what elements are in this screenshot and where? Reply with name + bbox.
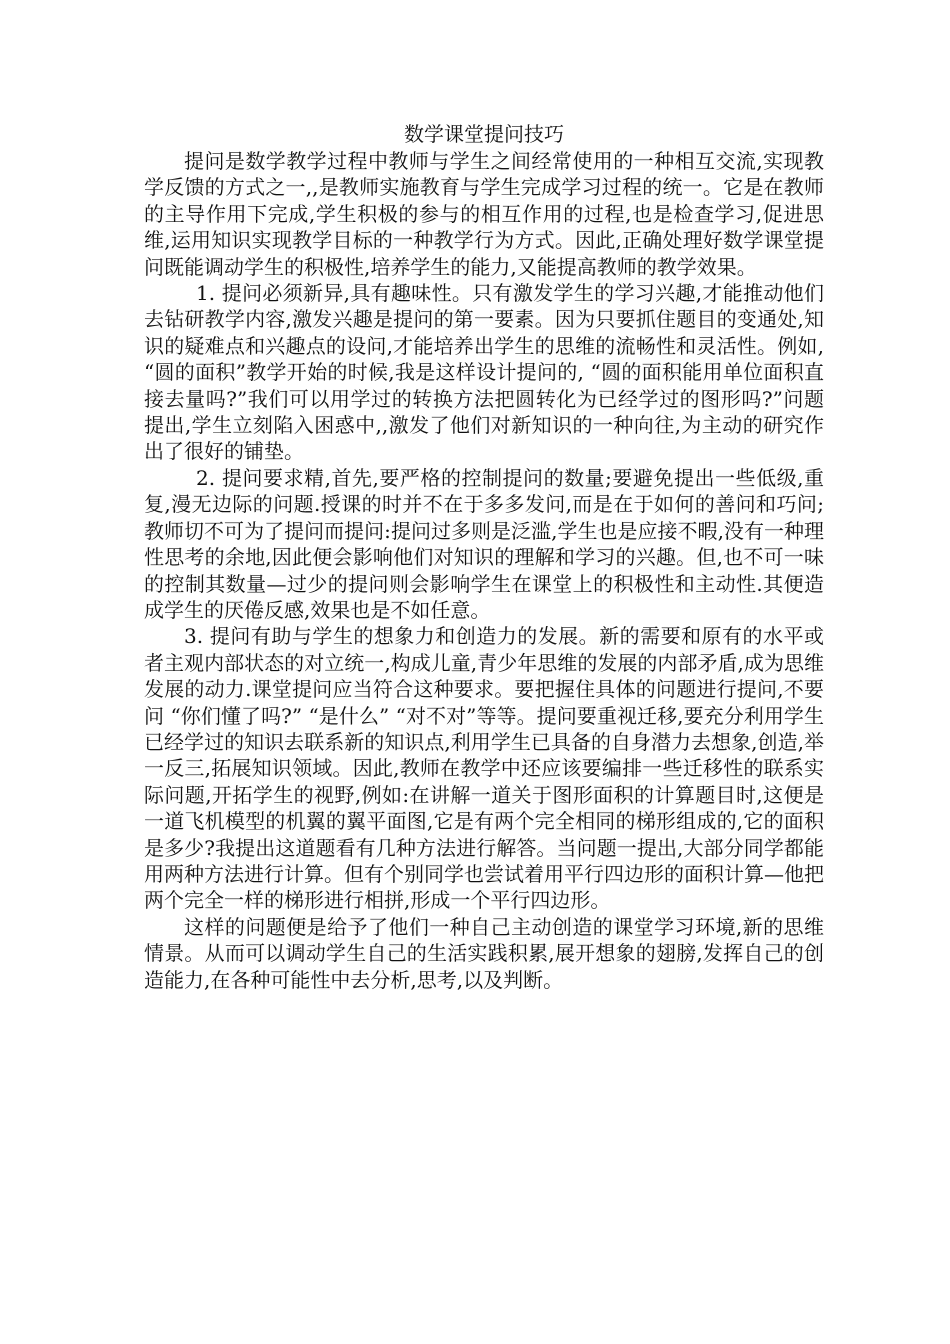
paragraph-conclusion: 这样的问题便是给予了他们一种自己主动创造的课堂学习环境,新的思维情景。从而可以调动学生自己的生活实践积累,展开想象的翅膀,发挥自己的创造能力,在各种可能性中去分析,思考,以及判断。	[144, 914, 824, 992]
paragraph-point-1: 1. 提问必须新异,具有趣味性。只有激发学生的学习兴趣,才能推动他们去钻研教学内容,激发兴趣是提问的第一要素。因为只要抓住题目的变通处,知识的疑难点和兴趣点的设问,才能培养出学生的思维的流畅性和灵活性。例如, “圆的面积”教学开始的时候,我是这样设计提问的, “圆的面积能用单位面积直接去量吗?”我们可以用学过的转换方法把圆转化为已经学过的图形吗?”问题提出,学生立刻陷入困惑中,,激发了他们对新知识的一种向往,为主动的研究作出了很好的铺垫。	[144, 281, 824, 464]
paragraph-point-3: 3. 提问有助与学生的想象力和创造力的发展。新的需要和原有的水平或者主观内部状态的对立统一,构成儿童,青少年思维的发展的内部矛盾,成为思维发展的动力.课堂提问应当符合这种要求。要把握住具体的问题进行提问,不要问 “你们懂了吗?” “是什么” “对不对”等等。提问要重视迁移,要充分利用学生已经学过的知识去联系新的知识点,利用学生已具备的自身潜力去想象,创造,举一反三,拓展知识领域。因此,教师在教学中还应该要编排一些迁移性的联系实际问题,开拓学生的视野,例如:在讲解一道关于图形面积的计算题目时,这便是一道飞机模型的机翼的翼平面图,它是有两个完全相同的梯形组成的,它的面积是多少?我提出这道题看有几种方法进行解答。当问题一提出,大部分同学都能用两种方法进行计算。但有个别同学也尝试着用平行四边形的面积计算—他把两个完全一样的梯形进行相拼,形成一个平行四边形。	[144, 624, 824, 913]
document-title: 数学课堂提问技巧	[404, 122, 564, 146]
paragraph-point-2: 2. 提问要求精,首先,要严格的控制提问的数量;要避免提出一些低级,重复,漫无边际的问题.授课的时并不在于多多发问,而是在于如何的善问和巧问;教师切不可为了提问而提问:提问过多则是泛滥,学生也是应接不暇,没有一种理性思考的余地,因此便会影响他们对知识的理解和学习的兴趣。但,也不可一味的控制其数量—过少的提问则会影响学生在课堂上的积极性和主动性.其便造成学生的厌倦反感,效果也是不如任意。	[144, 465, 824, 622]
document-page	[144, 120, 824, 993]
paragraph-intro: 提问是数学教学过程中教师与学生之间经常使用的一种相互交流,实现教学反馈的方式之一,,是教师实施教育与学生完成学习过程的统一。它是在教师的主导作用下完成,学生积极的参与的相互作用的过程,也是检查学习,促进思维,运用知识实现教学目标的一种教学行为方式。因此,正确处理好数学课堂提问既能调动学生的积极性,培养学生的能力,又能提高教师的教学效果。	[144, 149, 824, 279]
